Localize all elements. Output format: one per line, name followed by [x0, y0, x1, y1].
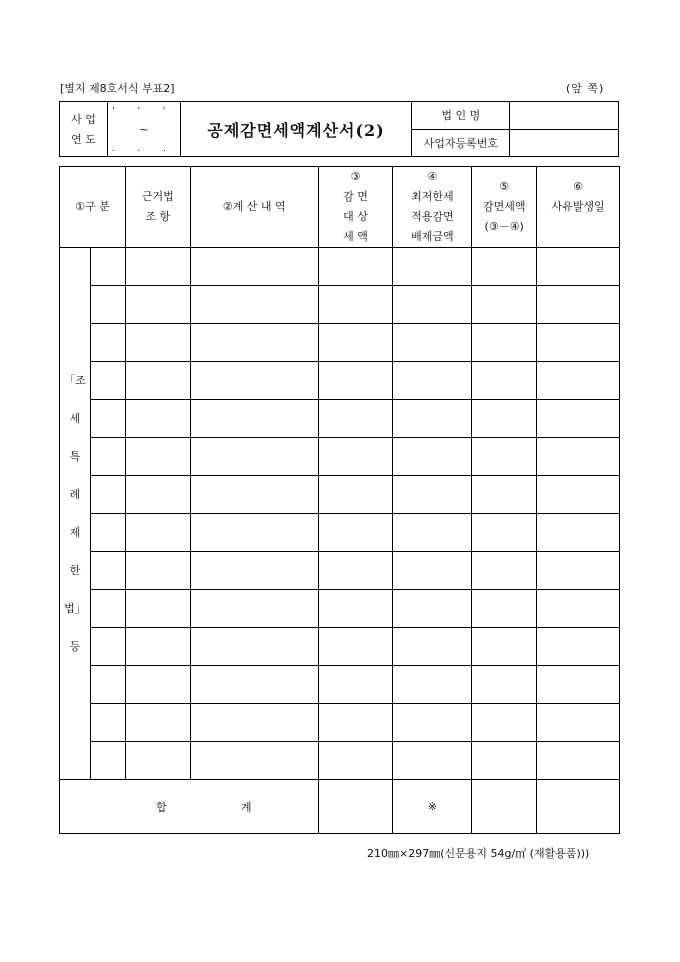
table-cell[interactable] — [472, 362, 537, 400]
total-label: 합 계 — [60, 780, 319, 834]
table-cell[interactable] — [190, 704, 318, 742]
table-cell[interactable] — [190, 362, 318, 400]
corp-name-label: 법 인 명 — [412, 102, 510, 130]
table-row — [60, 628, 620, 666]
table-cell[interactable] — [190, 628, 318, 666]
table-cell[interactable] — [318, 248, 393, 286]
table-cell[interactable] — [125, 286, 190, 324]
table-cell[interactable] — [90, 248, 125, 286]
table-cell[interactable] — [125, 628, 190, 666]
table-cell[interactable] — [90, 628, 125, 666]
group-label: 「조 세 특 례 제 한 법」 등 — [60, 248, 91, 780]
table-cell[interactable] — [190, 514, 318, 552]
reduction-table — [59, 166, 620, 834]
table-cell[interactable] — [393, 628, 472, 666]
table-cell[interactable] — [318, 704, 393, 742]
table-cell[interactable] — [393, 514, 472, 552]
table-cell[interactable] — [393, 590, 472, 628]
table-cell[interactable] — [472, 704, 537, 742]
year-label: 사 업 연 도 — [60, 102, 108, 157]
table-row — [60, 590, 620, 628]
table-cell[interactable] — [472, 286, 537, 324]
table-cell[interactable] — [393, 742, 472, 780]
table-cell[interactable] — [125, 362, 190, 400]
table-cell[interactable] — [90, 476, 125, 514]
header-table — [59, 101, 619, 157]
table-row — [60, 742, 620, 780]
table-row — [60, 552, 620, 590]
table-cell[interactable] — [190, 742, 318, 780]
table-cell[interactable] — [393, 324, 472, 362]
table-cell[interactable] — [90, 324, 125, 362]
table-cell[interactable] — [90, 514, 125, 552]
table-cell[interactable] — [472, 742, 537, 780]
col-target-tax: ③ 감 면 대 상 세 액 — [318, 167, 393, 248]
table-row — [60, 400, 620, 438]
table-cell[interactable] — [537, 248, 620, 286]
table-cell[interactable] — [537, 476, 620, 514]
table-cell[interactable] — [537, 514, 620, 552]
table-row — [60, 286, 620, 324]
col-law: 근거법 조 항 — [125, 167, 190, 248]
table-cell[interactable] — [190, 552, 318, 590]
table-cell[interactable] — [537, 742, 620, 780]
table-cell[interactable] — [90, 362, 125, 400]
table-cell[interactable] — [537, 400, 620, 438]
table-cell[interactable] — [90, 552, 125, 590]
table-cell[interactable] — [90, 666, 125, 704]
table-cell[interactable] — [125, 324, 190, 362]
table-cell[interactable] — [318, 666, 393, 704]
biz-reg-label: 사업자등록번호 — [412, 129, 510, 157]
total-row — [60, 780, 620, 834]
table-cell[interactable] — [190, 400, 318, 438]
table-row — [60, 438, 620, 476]
table-cell[interactable] — [190, 324, 318, 362]
table-cell[interactable] — [190, 438, 318, 476]
table-cell[interactable] — [537, 362, 620, 400]
table-cell[interactable] — [190, 476, 318, 514]
col-calc: ②계 산 내 역 — [190, 167, 318, 248]
col-date: ⑥ 사유발생일 — [537, 167, 620, 248]
table-cell[interactable] — [190, 286, 318, 324]
table-cell[interactable] — [318, 400, 393, 438]
page-side: (앞 쪽) — [566, 82, 605, 95]
table-cell[interactable] — [537, 628, 620, 666]
table-row — [60, 248, 620, 286]
table-cell[interactable] — [90, 400, 125, 438]
table-cell[interactable] — [90, 742, 125, 780]
table-cell[interactable] — [90, 704, 125, 742]
page-title: 공제감면세액계산서(2) — [180, 102, 412, 157]
total-cell[interactable] — [318, 780, 393, 834]
table-cell[interactable] — [318, 286, 393, 324]
table-cell[interactable] — [318, 628, 393, 666]
table-row — [60, 666, 620, 704]
table-row — [60, 476, 620, 514]
table-cell[interactable] — [90, 286, 125, 324]
form-id: [별지 제8호서식 부표2] — [60, 82, 175, 95]
table-cell[interactable] — [90, 438, 125, 476]
table-cell[interactable] — [393, 552, 472, 590]
table-cell[interactable] — [393, 362, 472, 400]
table-cell[interactable] — [393, 704, 472, 742]
table-cell[interactable] — [393, 248, 472, 286]
table-cell[interactable] — [393, 476, 472, 514]
table-cell[interactable] — [472, 248, 537, 286]
table-cell[interactable] — [125, 742, 190, 780]
table-cell[interactable] — [318, 438, 393, 476]
table-cell[interactable] — [125, 438, 190, 476]
table-cell[interactable] — [393, 400, 472, 438]
table-cell[interactable] — [125, 590, 190, 628]
table-cell[interactable] — [472, 400, 537, 438]
table-cell[interactable] — [537, 552, 620, 590]
table-cell[interactable] — [318, 742, 393, 780]
col-excluded: ④ 최저한세 적용감면 배제금액 — [393, 167, 472, 248]
total-cell[interactable] — [537, 780, 620, 834]
table-cell[interactable] — [125, 248, 190, 286]
table-cell[interactable] — [472, 324, 537, 362]
table-cell[interactable] — [472, 590, 537, 628]
table-cell[interactable] — [472, 552, 537, 590]
table-row — [60, 514, 620, 552]
table-cell[interactable] — [125, 476, 190, 514]
table-cell[interactable] — [537, 704, 620, 742]
col-reduction: ⑤ 감면세액 (③－④) — [472, 167, 537, 248]
table-cell[interactable] — [318, 590, 393, 628]
table-cell[interactable] — [190, 666, 318, 704]
table-cell[interactable] — [472, 476, 537, 514]
table-row — [60, 362, 620, 400]
table-cell[interactable] — [318, 324, 393, 362]
table-cell[interactable] — [125, 400, 190, 438]
table-cell[interactable] — [318, 476, 393, 514]
table-cell[interactable] — [318, 514, 393, 552]
table-row — [60, 324, 620, 362]
table-cell[interactable] — [125, 514, 190, 552]
year-value[interactable]: ' ' ' ~ . . . — [107, 102, 180, 157]
table-cell[interactable] — [537, 324, 620, 362]
table-cell[interactable] — [472, 514, 537, 552]
table-cell[interactable] — [125, 666, 190, 704]
table-cell[interactable] — [190, 248, 318, 286]
table-cell[interactable] — [190, 590, 318, 628]
table-cell[interactable] — [125, 552, 190, 590]
total-excluded-cell[interactable]: ※ — [393, 780, 472, 834]
table-row — [60, 704, 620, 742]
table-cell[interactable] — [537, 590, 620, 628]
table-cell[interactable] — [472, 628, 537, 666]
table-cell[interactable] — [318, 552, 393, 590]
biz-reg-field[interactable] — [510, 129, 619, 157]
table-cell[interactable] — [537, 286, 620, 324]
table-cell[interactable] — [90, 590, 125, 628]
table-cell[interactable] — [537, 666, 620, 704]
table-cell[interactable] — [537, 438, 620, 476]
total-cell[interactable] — [472, 780, 537, 834]
corp-name-field[interactable] — [510, 102, 619, 130]
col-category: ①구 분 — [60, 167, 126, 248]
table-cell[interactable] — [318, 362, 393, 400]
table-cell[interactable] — [472, 438, 537, 476]
table-cell[interactable] — [125, 704, 190, 742]
table-cell[interactable] — [393, 286, 472, 324]
footer-note: 210㎜×297㎜(신문용지 54g/㎡ (재활용품))) — [367, 847, 590, 860]
table-cell[interactable] — [472, 666, 537, 704]
table-cell[interactable] — [393, 438, 472, 476]
table-cell[interactable] — [393, 666, 472, 704]
